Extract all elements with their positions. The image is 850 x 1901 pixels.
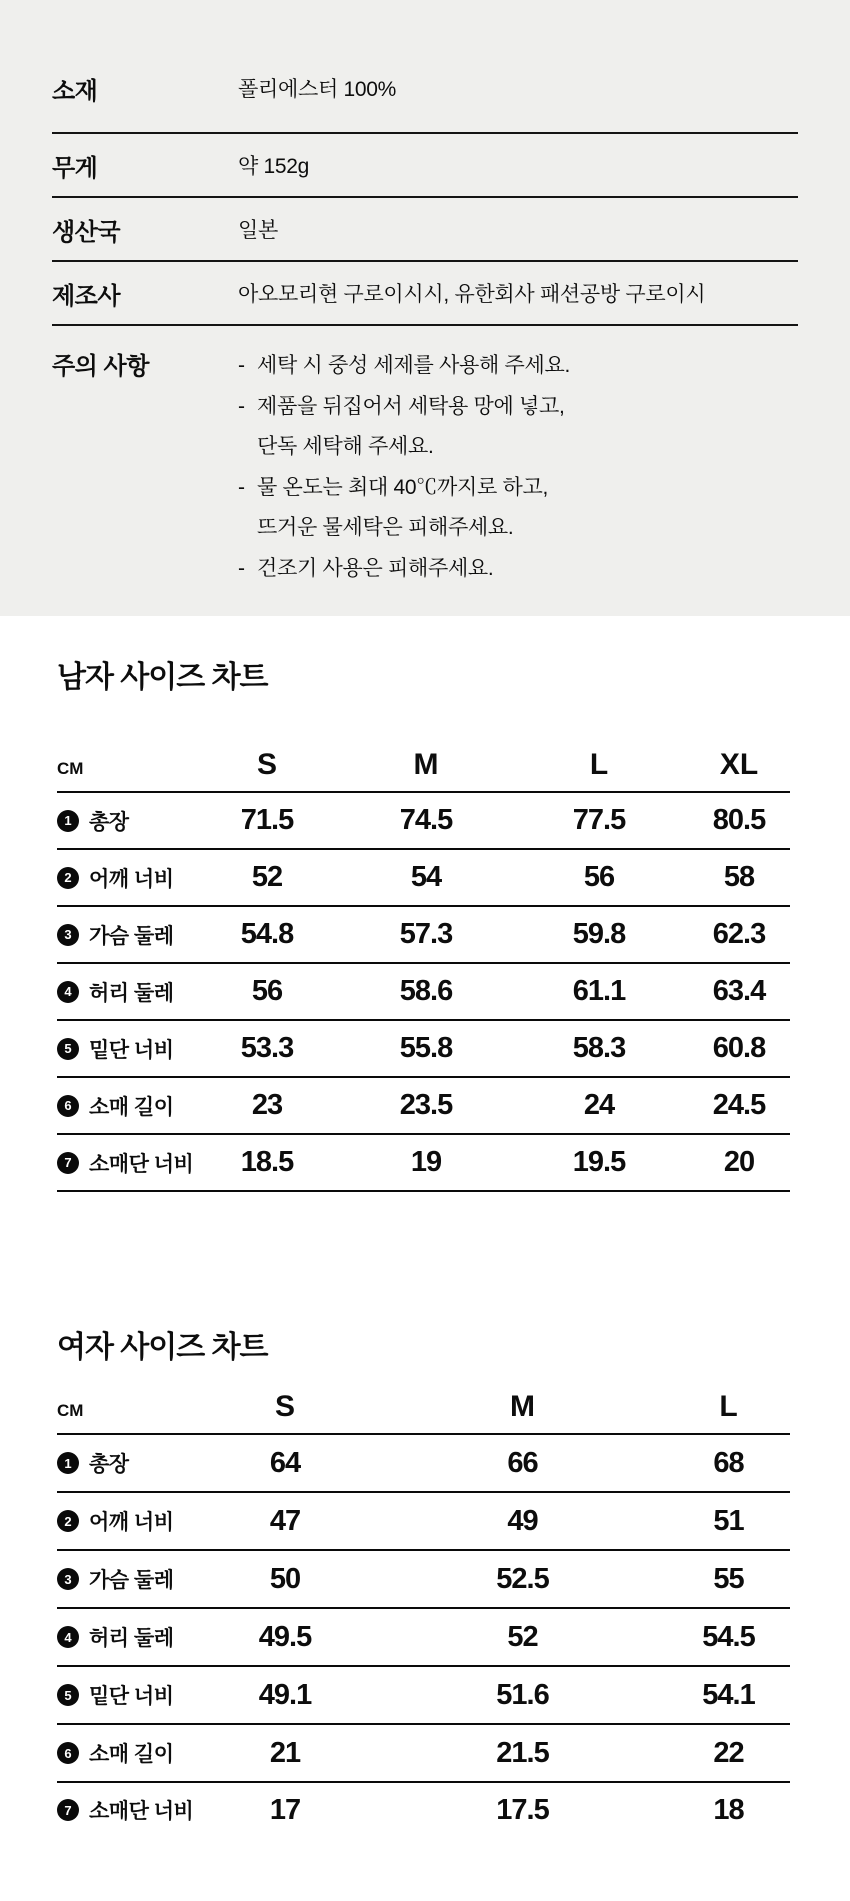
size-value: 54.5 [702, 1620, 755, 1653]
mens-size-table [57, 744, 790, 1192]
care-text: 뜨거운 물세탁은 피해주세요. [257, 516, 514, 539]
size-value: 54.1 [702, 1678, 755, 1711]
info-label: 생산국 [52, 218, 121, 246]
measurement-name: 총장 [89, 1453, 129, 1476]
table-row [57, 1078, 790, 1135]
column-header-s: S [274, 1390, 295, 1423]
row-number-badge: 7 [57, 1152, 79, 1174]
info-label: 소재 [52, 77, 98, 105]
measurement-name: 소매단 너비 [89, 1152, 194, 1176]
size-value: 19 [410, 1146, 442, 1178]
info-row-material [52, 0, 798, 134]
row-number-badge: 6 [57, 1095, 79, 1117]
size-value: 74.5 [399, 804, 453, 836]
size-value: 56 [583, 861, 615, 893]
size-value: 55.8 [399, 1032, 453, 1064]
row-label [57, 1564, 192, 1594]
row-label [57, 1622, 192, 1652]
row-number-badge: 5 [57, 1684, 79, 1706]
table-row [57, 850, 790, 907]
row-label [57, 1738, 192, 1768]
care-text: 물 온도는 최대 40℃까지로 하고, [257, 475, 548, 499]
info-row-manufacturer [52, 262, 798, 326]
size-value: 58.6 [399, 975, 453, 1007]
size-value: 49.1 [258, 1678, 312, 1711]
size-value: 17.5 [496, 1793, 549, 1826]
size-value: 62.3 [712, 918, 766, 950]
size-value: 60.8 [712, 1032, 766, 1064]
size-value: 52.5 [496, 1562, 549, 1595]
info-row-weight [52, 134, 798, 198]
info-value: 일본 [238, 219, 278, 242]
care-text: 제품을 뒤집어서 세탁용 망에 넣고, [257, 394, 565, 418]
measurement-name: 가슴 둘레 [89, 1569, 174, 1592]
row-label [57, 863, 192, 893]
table-row [57, 1725, 790, 1783]
measurement-name: 소매단 너비 [89, 1800, 194, 1823]
bullet-dash: - [238, 394, 245, 418]
row-label [57, 1034, 192, 1064]
row-label [57, 1448, 192, 1478]
info-label: 제조사 [52, 282, 121, 310]
info-label: 주의 사항 [52, 353, 149, 380]
column-header-l: L [589, 748, 609, 781]
size-value: 52 [251, 861, 283, 893]
size-value: 21 [269, 1736, 301, 1769]
care-text: 건조기 사용은 피해주세요. [257, 556, 494, 580]
size-value: 19.5 [572, 1146, 626, 1178]
care-line [238, 508, 798, 549]
bullet-dash: - [238, 556, 245, 580]
row-number-badge: 5 [57, 1038, 79, 1060]
info-row-care [52, 326, 798, 589]
size-value: 58 [723, 861, 755, 893]
size-value: 77.5 [572, 804, 626, 836]
size-value: 61.1 [572, 975, 626, 1007]
info-row-country [52, 198, 798, 262]
size-value: 53.3 [240, 1032, 294, 1064]
row-number-badge: 4 [57, 981, 79, 1003]
info-value: 아오모리현 구로이시시, 유한회사 패션공방 구로이시 [238, 283, 706, 306]
table-header-row [57, 744, 790, 793]
bullet-dash [238, 427, 257, 468]
measurement-name: 밑단 너비 [89, 1685, 174, 1708]
care-line [238, 468, 798, 509]
row-label [57, 920, 192, 950]
size-value: 63.4 [712, 975, 766, 1007]
size-value: 23 [251, 1089, 283, 1121]
table-row [57, 907, 790, 964]
size-value: 23.5 [399, 1089, 453, 1121]
care-line [238, 387, 798, 428]
table-row [57, 1135, 790, 1192]
column-header-s: S [256, 748, 277, 781]
size-value: 54.8 [240, 918, 294, 950]
care-line [238, 427, 798, 468]
size-value: 51 [713, 1504, 744, 1537]
row-number-badge: 2 [57, 867, 79, 889]
size-value: 24 [583, 1089, 615, 1121]
row-number-badge: 4 [57, 1626, 79, 1648]
size-value: 55 [713, 1562, 744, 1595]
size-value: 51.6 [496, 1678, 549, 1711]
row-label [57, 1680, 192, 1710]
size-value: 71.5 [240, 804, 294, 836]
bullet-dash: - [238, 354, 245, 377]
info-value: 폴리에스터 100% [238, 78, 396, 101]
column-header-m: M [510, 1390, 535, 1423]
row-label [57, 977, 192, 1007]
row-number-badge: 2 [57, 1510, 79, 1532]
mens-chart-title: 남자 사이즈 차트 [57, 661, 268, 694]
row-label [57, 806, 192, 836]
measurement-name: 총장 [89, 810, 129, 834]
info-value: 약 152g [238, 155, 310, 178]
measurement-name: 허리 둘레 [89, 1627, 174, 1650]
size-value: 52 [507, 1620, 538, 1653]
measurement-name: 어깨 너비 [89, 1511, 174, 1534]
table-row [57, 1551, 790, 1609]
table-row [57, 1667, 790, 1725]
size-value: 64 [269, 1446, 301, 1479]
row-label [57, 1506, 192, 1536]
row-label [57, 1795, 192, 1825]
size-value: 56 [251, 975, 283, 1007]
care-line [238, 549, 798, 590]
table-row [57, 793, 790, 850]
table-row [57, 1783, 790, 1837]
size-value: 58.3 [572, 1032, 626, 1064]
size-value: 21.5 [496, 1736, 549, 1769]
table-header-row [57, 1386, 790, 1435]
table-row [57, 1021, 790, 1078]
table-row [57, 1435, 790, 1493]
measurement-name: 소매 길이 [89, 1095, 174, 1119]
product-info-panel [0, 0, 850, 616]
size-value: 59.8 [572, 918, 626, 950]
size-value: 49 [507, 1504, 538, 1537]
size-value: 20 [723, 1146, 755, 1178]
size-value: 17 [269, 1793, 301, 1826]
womens-chart-title: 여자 사이즈 차트 [57, 1331, 268, 1364]
table-row [57, 964, 790, 1021]
column-header-xl: XL [719, 748, 759, 781]
row-number-badge: 6 [57, 1742, 79, 1764]
size-value: 47 [269, 1504, 301, 1537]
unit-label: CM [57, 759, 84, 778]
bullet-dash [238, 508, 257, 549]
care-instructions [238, 346, 798, 589]
measurement-name: 어깨 너비 [89, 867, 174, 891]
row-number-badge: 3 [57, 1568, 79, 1590]
size-value: 18 [713, 1793, 744, 1826]
womens-size-table [57, 1386, 790, 1837]
table-row [57, 1609, 790, 1667]
size-value: 66 [507, 1446, 538, 1479]
care-line [238, 346, 798, 387]
measurement-name: 가슴 둘레 [89, 924, 174, 948]
size-value: 80.5 [712, 804, 766, 836]
size-value: 68 [713, 1446, 744, 1479]
size-value: 54 [410, 861, 442, 893]
column-header-m: M [413, 748, 439, 781]
row-label [57, 1148, 192, 1178]
row-number-badge: 1 [57, 810, 79, 832]
care-text: 단독 세탁해 주세요. [257, 435, 434, 458]
measurement-name: 밑단 너비 [89, 1038, 174, 1062]
size-value: 57.3 [399, 918, 453, 950]
row-number-badge: 1 [57, 1452, 79, 1474]
size-value: 22 [713, 1736, 744, 1769]
column-header-l: L [719, 1390, 738, 1423]
row-number-badge: 7 [57, 1799, 79, 1821]
care-text: 세탁 시 중성 세제를 사용해 주세요. [257, 354, 571, 377]
size-value: 18.5 [240, 1146, 294, 1178]
size-value: 49.5 [258, 1620, 312, 1653]
table-row [57, 1493, 790, 1551]
row-number-badge: 3 [57, 924, 79, 946]
size-value: 24.5 [712, 1089, 766, 1121]
measurement-name: 소매 길이 [89, 1743, 174, 1766]
row-label [57, 1091, 192, 1121]
unit-label: CM [57, 1401, 84, 1420]
info-label: 무게 [52, 154, 98, 182]
size-value: 50 [269, 1562, 301, 1595]
bullet-dash: - [238, 475, 245, 499]
measurement-name: 허리 둘레 [89, 981, 174, 1005]
